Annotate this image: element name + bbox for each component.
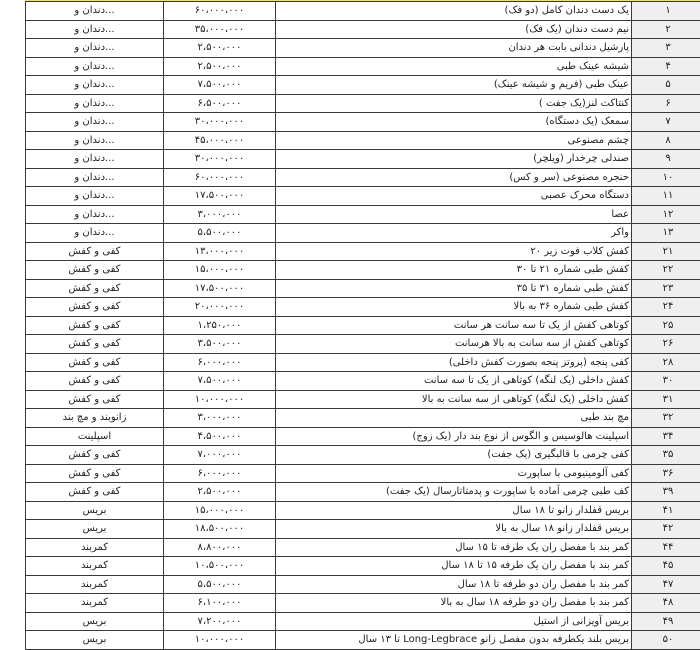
category-cell: کمربند	[26, 557, 164, 576]
category-cell: کفی و کفش	[26, 464, 164, 483]
price-cell: ۶،۱۰۰،۰۰۰	[164, 594, 276, 613]
row-number-cell: ۴۷	[632, 575, 700, 594]
table-row	[26, 57, 700, 76]
price-cell: ۲،۵۰۰،۰۰۰	[164, 483, 276, 502]
price-cell: ۱۷،۵۰۰،۰۰۰	[164, 279, 276, 298]
row-number-cell: ۲۸	[632, 353, 700, 372]
table-row	[26, 520, 700, 539]
description-cell: کفش کلاب فوت زیر ۲۰	[276, 242, 632, 261]
row-number-cell: ۴۵	[632, 557, 700, 576]
row-number-cell: ۳۴	[632, 427, 700, 446]
table-row	[26, 242, 700, 261]
description-cell: کفی چرمی با قالبگیری (یک جفت)	[276, 446, 632, 465]
price-cell: ۲۰،۰۰۰،۰۰۰	[164, 298, 276, 317]
description-cell: دستگاه محرک عصبی	[276, 187, 632, 206]
description-cell: بریس بلند یکطرفه بدون مفصل زانو Long-Legbrace تا ۱۳ سال	[276, 631, 632, 650]
row-number-cell: ۱۲	[632, 205, 700, 224]
row-number-cell: ۲۵	[632, 316, 700, 335]
table-row	[26, 483, 700, 502]
price-cell: ۷،۰۰۰،۰۰۰	[164, 446, 276, 465]
category-cell: دندان و...	[26, 57, 164, 76]
table-row	[26, 372, 700, 391]
category-cell: کفی و کفش	[26, 316, 164, 335]
price-cell: ۷،۲۰۰،۰۰۰	[164, 612, 276, 631]
price-cell: ۱۸،۵۰۰،۰۰۰	[164, 520, 276, 539]
category-cell: کفی و کفش	[26, 335, 164, 354]
category-cell: اسپلینت	[26, 427, 164, 446]
price-cell: ۳۰،۰۰۰،۰۰۰	[164, 113, 276, 132]
table-row	[26, 501, 700, 520]
price-cell: ۸،۸۰۰،۰۰۰	[164, 538, 276, 557]
category-cell: بریس	[26, 631, 164, 650]
row-number-cell: ۳	[632, 39, 700, 58]
row-number-cell: ۳۹	[632, 483, 700, 502]
category-cell: کفی و کفش	[26, 353, 164, 372]
description-cell: کوتاهی کفش از سه سانت به بالا هرسانت	[276, 335, 632, 354]
price-cell: ۱۰،۵۰۰،۰۰۰	[164, 557, 276, 576]
row-number-cell: ۷	[632, 113, 700, 132]
category-cell: دندان و...	[26, 168, 164, 187]
price-cell: ۱۳،۰۰۰،۰۰۰	[164, 242, 276, 261]
category-cell: دندان و...	[26, 76, 164, 95]
table-row	[26, 335, 700, 354]
row-number-cell: ۲۲	[632, 261, 700, 280]
table-row	[26, 39, 700, 58]
table-row	[26, 298, 700, 317]
description-cell: بریس قفلدار زانو تا ۱۸ سال	[276, 501, 632, 520]
category-cell: دندان و...	[26, 224, 164, 243]
tariff-table-body	[26, 2, 700, 650]
table-row	[26, 557, 700, 576]
table-row	[26, 168, 700, 187]
category-cell: دندان و...	[26, 39, 164, 58]
description-cell: بریس قفلدار زانو ۱۸ سال به بالا	[276, 520, 632, 539]
category-cell: کفی و کفش	[26, 298, 164, 317]
table-row	[26, 279, 700, 298]
row-number-cell: ۳۱	[632, 390, 700, 409]
description-cell: شیشه عینک طبی	[276, 57, 632, 76]
table-row	[26, 353, 700, 372]
price-cell: ۶،۰۰۰،۰۰۰	[164, 353, 276, 372]
table-row	[26, 76, 700, 95]
description-cell: پارشیل دندانی بابت هر دندان	[276, 39, 632, 58]
price-cell: ۱۵،۰۰۰،۰۰۰	[164, 261, 276, 280]
row-number-cell: ۴۴	[632, 538, 700, 557]
description-cell: کمر بند با مفصل ران دو طرفه ۱۸ سال به بالا	[276, 594, 632, 613]
price-cell: ۷،۵۰۰،۰۰۰	[164, 76, 276, 95]
description-cell: یک دست دندان کامل (دو فک)	[276, 2, 632, 21]
price-cell: ۱۰،۰۰۰،۰۰۰	[164, 390, 276, 409]
description-cell: کفش طبی شماره ۲۱ تا ۳۰	[276, 261, 632, 280]
price-cell: ۱،۲۵۰،۰۰۰	[164, 316, 276, 335]
table-row	[26, 261, 700, 280]
description-cell: کفی پنجه (پروتز پنجه بصورت کفش داخلی)	[276, 353, 632, 372]
description-cell: حنجره مصنوعی (سر و کس)	[276, 168, 632, 187]
table-row	[26, 2, 700, 21]
table-row	[26, 94, 700, 113]
price-cell: ۴۵،۰۰۰،۰۰۰	[164, 131, 276, 150]
row-number-cell: ۳۵	[632, 446, 700, 465]
row-number-cell: ۵۰	[632, 631, 700, 650]
price-cell: ۳،۰۰۰،۰۰۰	[164, 205, 276, 224]
table-row	[26, 224, 700, 243]
table-row	[26, 20, 700, 39]
row-number-cell: ۲۴	[632, 298, 700, 317]
description-cell: کف طبی چرمی آماده با ساپورت و پدمتاتارسال (یک جفت)	[276, 483, 632, 502]
table-row	[26, 575, 700, 594]
table-row	[26, 205, 700, 224]
category-cell: بریس	[26, 612, 164, 631]
category-cell: کمربند	[26, 538, 164, 557]
description-cell: واکر	[276, 224, 632, 243]
description-cell: مچ بند طبی	[276, 409, 632, 428]
row-number-cell: ۴۹	[632, 612, 700, 631]
price-cell: ۱۵،۰۰۰،۰۰۰	[164, 501, 276, 520]
price-cell: ۷،۵۰۰،۰۰۰	[164, 372, 276, 391]
category-cell: بریس	[26, 520, 164, 539]
description-cell: عینک طبی (فریم و شیشه عینک)	[276, 76, 632, 95]
price-cell: ۵،۵۰۰،۰۰۰	[164, 575, 276, 594]
category-cell: دندان و...	[26, 131, 164, 150]
category-cell: دندان و...	[26, 205, 164, 224]
price-cell: ۲،۵۰۰،۰۰۰	[164, 57, 276, 76]
description-cell: کفش طبی شماره ۳۱ تا ۳۵	[276, 279, 632, 298]
description-cell: کوتاهی کفش از یک تا سه سانت هر سانت	[276, 316, 632, 335]
price-cell: ۴،۵۰۰،۰۰۰	[164, 427, 276, 446]
table-row	[26, 150, 700, 169]
table-row	[26, 131, 700, 150]
row-number-cell: ۴۲	[632, 520, 700, 539]
price-cell: ۶۰،۰۰۰،۰۰۰	[164, 2, 276, 21]
description-cell: عصا	[276, 205, 632, 224]
category-cell: دندان و...	[26, 94, 164, 113]
table-row	[26, 187, 700, 206]
table-row	[26, 594, 700, 613]
price-cell: ۶۰،۰۰۰،۰۰۰	[164, 168, 276, 187]
table-row	[26, 538, 700, 557]
category-cell: بریس	[26, 501, 164, 520]
category-cell: دندان و...	[26, 20, 164, 39]
row-number-cell: ۲۱	[632, 242, 700, 261]
description-cell: کفش داخلی (یک لنگه) کوتاهی از یک تا سه سانت	[276, 372, 632, 391]
table-row	[26, 464, 700, 483]
row-number-cell: ۴۸	[632, 594, 700, 613]
category-cell: کفی و کفش	[26, 483, 164, 502]
row-number-cell: ۲۶	[632, 335, 700, 354]
price-cell: ۳۵،۰۰۰،۰۰۰	[164, 20, 276, 39]
category-cell: کفی و کفش	[26, 372, 164, 391]
category-cell: دندان و...	[26, 2, 164, 21]
description-cell: کمر بند با مفصل ران یک طرفه ۱۵ تا ۱۸ سال	[276, 557, 632, 576]
row-number-cell: ۳۲	[632, 409, 700, 428]
price-cell: ۲،۵۰۰،۰۰۰	[164, 39, 276, 58]
row-number-cell: ۴۱	[632, 501, 700, 520]
row-number-cell: ۲۳	[632, 279, 700, 298]
category-cell: زانوبند و مچ بند	[26, 409, 164, 428]
category-cell: کمربند	[26, 594, 164, 613]
price-cell: ۳۰،۰۰۰،۰۰۰	[164, 150, 276, 169]
description-cell: صندلی چرخدار (ویلچر)	[276, 150, 632, 169]
description-cell: سمعک (یک دستگاه)	[276, 113, 632, 132]
description-cell: کمر بند با مفصل ران دو طرفه تا ۱۸ سال	[276, 575, 632, 594]
category-cell: کفی و کفش	[26, 279, 164, 298]
row-number-cell: ۹	[632, 150, 700, 169]
description-cell: کفش داخلی (یک لنگه) کوتاهی از سه سانت به بالا	[276, 390, 632, 409]
description-cell: کنتاکت لنز(یک جفت )	[276, 94, 632, 113]
description-cell: بریس آویزانی از استیل	[276, 612, 632, 631]
price-cell: ۳،۰۰۰،۰۰۰	[164, 409, 276, 428]
tariff-table	[25, 1, 700, 650]
description-cell: نیم دست دندان (یک فک)	[276, 20, 632, 39]
row-number-cell: ۲	[632, 20, 700, 39]
category-cell: کفی و کفش	[26, 446, 164, 465]
table-row	[26, 427, 700, 446]
price-cell: ۶،۰۰۰،۰۰۰	[164, 464, 276, 483]
description-cell: چشم مصنوعی	[276, 131, 632, 150]
category-cell: کفی و کفش	[26, 242, 164, 261]
category-cell: دندان و...	[26, 150, 164, 169]
row-number-cell: ۸	[632, 131, 700, 150]
price-cell: ۵،۵۰۰،۰۰۰	[164, 224, 276, 243]
table-row	[26, 113, 700, 132]
category-cell: دندان و...	[26, 113, 164, 132]
price-cell: ۱۷،۵۰۰،۰۰۰	[164, 187, 276, 206]
table-row	[26, 390, 700, 409]
row-number-cell: ۳۶	[632, 464, 700, 483]
category-cell: کفی و کفش	[26, 261, 164, 280]
price-cell: ۱۰،۰۰۰،۰۰۰	[164, 631, 276, 650]
row-number-cell: ۶	[632, 94, 700, 113]
table-row	[26, 446, 700, 465]
row-number-cell: ۵	[632, 76, 700, 95]
row-number-cell: ۱۰	[632, 168, 700, 187]
description-cell: اسپلینت هالوسیس و الگوس از نوع بند دار (یک زوج)	[276, 427, 632, 446]
row-number-cell: ۳۰	[632, 372, 700, 391]
row-number-cell: ۱	[632, 2, 700, 21]
table-row	[26, 612, 700, 631]
price-cell: ۶،۵۰۰،۰۰۰	[164, 94, 276, 113]
table-row	[26, 409, 700, 428]
description-cell: کمر بند با مفصل ران یک طرفه تا ۱۵ سال	[276, 538, 632, 557]
row-number-cell: ۴	[632, 57, 700, 76]
category-cell: کمربند	[26, 575, 164, 594]
row-number-cell: ۱۳	[632, 224, 700, 243]
description-cell: کفش طبی شماره ۳۶ به بالا	[276, 298, 632, 317]
table-row	[26, 631, 700, 650]
table-row	[26, 316, 700, 335]
description-cell: کفی آلومینیومی با ساپورت	[276, 464, 632, 483]
row-number-cell: ۱۱	[632, 187, 700, 206]
category-cell: کفی و کفش	[26, 390, 164, 409]
price-cell: ۳،۵۰۰،۰۰۰	[164, 335, 276, 354]
category-cell: دندان و...	[26, 187, 164, 206]
